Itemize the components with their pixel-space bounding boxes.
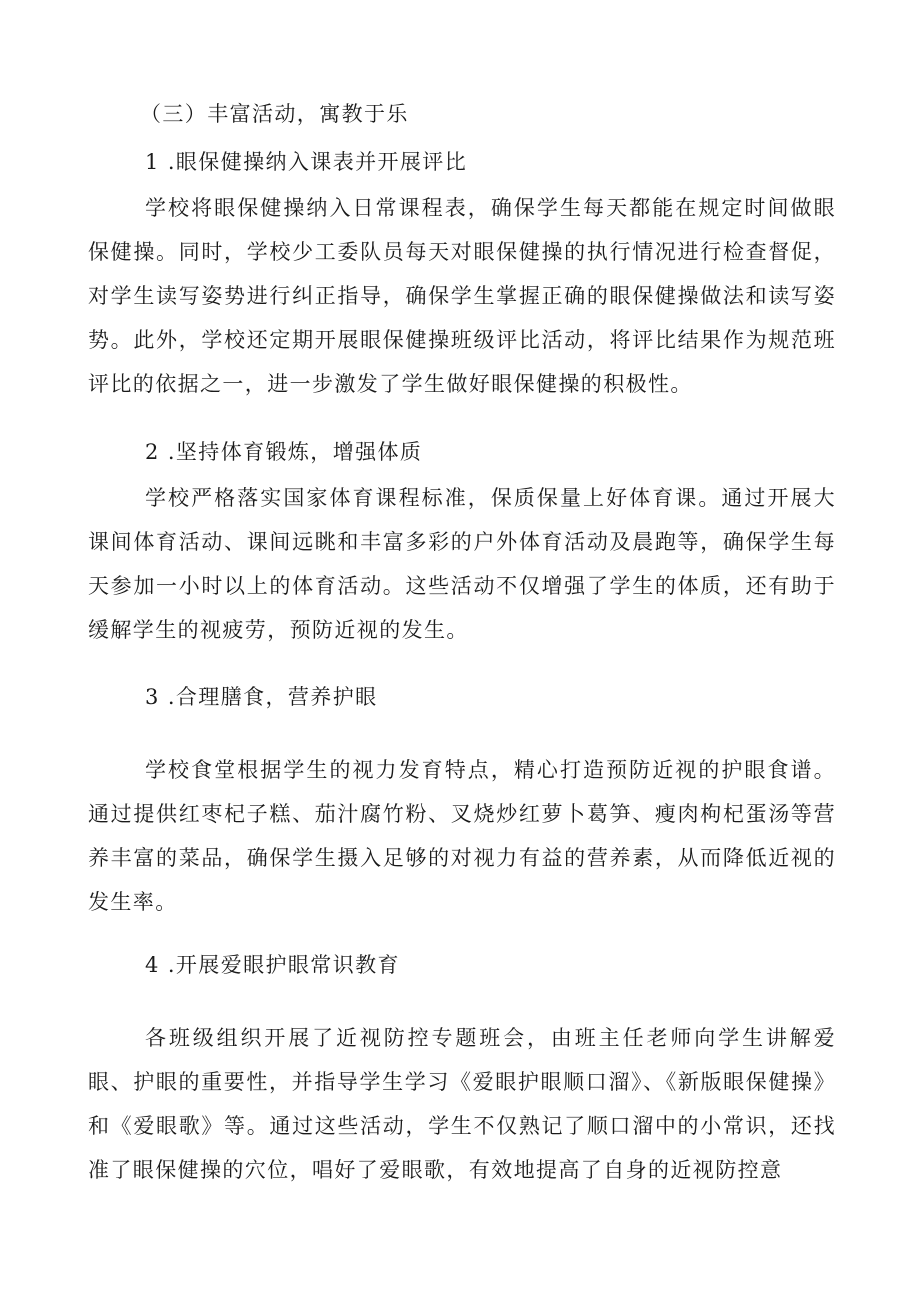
item-4-paragraph: 各班级组织开展了近视防控专题班会，由班主任老师向学生讲解爱眼、护眼的重要性，并指导学生学习《爱眼护眼顺口溜》、《新版眼保健操》和《爱眼歌》等。通过这些活动，学生不仅熟记了顺口溜中的小常识，还找准了眼保健操的穴位，唱好了爱眼歌，有效地提高了自身的近视防控意 <box>88 1026 836 1182</box>
item-2-paragraph: 学校严格落实国家体育课程标准，保质保量上好体育课。通过开展大课间体育活动、课间远眺和丰富多彩的户外体育活动及晨跑等，确保学生每天参加一小时以上的体育活动。这些活动不仅增强了学生的体质，还有助于缓解学生的视疲劳，预防近视的发生。 <box>88 486 836 642</box>
item-3-paragraph: 学校食堂根据学生的视力发育特点，精心打造预防近视的护眼食谱。通过提供红枣杞子糕、茄汁腐竹粉、叉烧炒红萝卜葛笋、瘦肉枸杞蛋汤等营养丰富的菜品，确保学生摄入足够的对视力有益的营养素，从而降低近视的发生率。 <box>88 758 836 914</box>
item-2-heading: 2 .坚持体育锻炼，增强体质 <box>145 440 423 464</box>
item-1-heading: 1 .眼保健操纳入课表并开展评比 <box>145 150 468 174</box>
section-heading: （三）丰富活动，寓教于乐 <box>140 102 409 126</box>
item-1-paragraph: 学校将眼保健操纳入日常课程表，确保学生每天都能在规定时间做眼保健操。同时，学校少工委队员每天对眼保健操的执行情况进行检查督促，对学生读写姿势进行纠正指导，确保学生掌握正确的眼保健操做法和读写姿势。此外，学校还定期开展眼保健操班级评比活动，将评比结果作为规范班评比的依据之一，进一步激发了学生做好眼保健操的积极性。 <box>88 196 836 396</box>
item-3-heading: 3 .合理膳食，营养护眼 <box>145 685 378 709</box>
item-4-heading: 4 .开展爱眼护眼常识教育 <box>145 953 400 977</box>
